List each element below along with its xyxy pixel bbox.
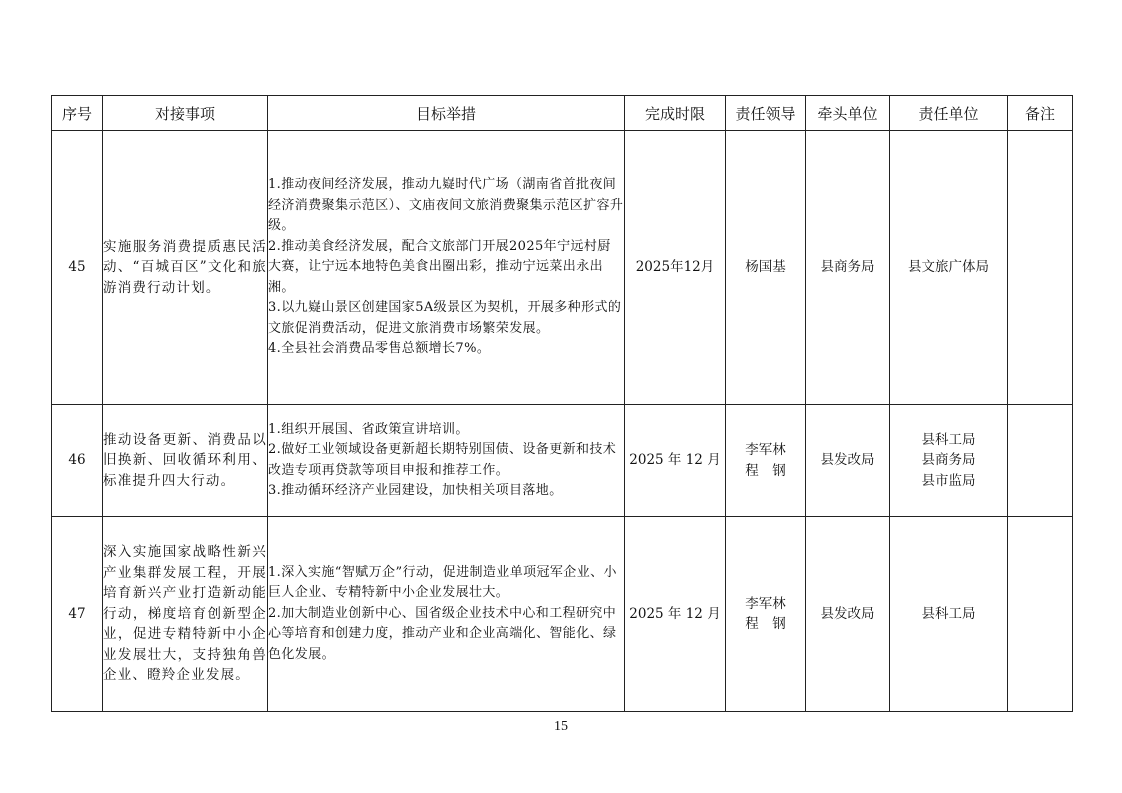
- row-remark: [1008, 517, 1073, 712]
- header-cell-lead-unit: 牵头单位: [806, 96, 890, 131]
- header-cell-resp-units: 责任单位: [890, 96, 1008, 131]
- header-cell-no: 序号: [52, 96, 103, 131]
- measure-item: 3.以九嶷山景区创建国家5A级景区为契机，开展多种形式的文旅促消费活动，促进文旅消费市场繁荣发展。: [268, 300, 622, 336]
- leader-name: 程 钢: [745, 616, 786, 632]
- row-remark: [1008, 405, 1073, 517]
- page-number: 15: [554, 719, 568, 734]
- header-cell-deadline: 完成时限: [625, 96, 726, 131]
- row-deadline: 2025年12月: [625, 131, 726, 405]
- row-measures: [268, 517, 625, 712]
- table-header-row: [52, 96, 1073, 131]
- resp-unit: 县科工局: [921, 605, 976, 622]
- resp-unit: 县商务局: [921, 452, 976, 469]
- row-remark: [1008, 131, 1073, 405]
- row-leaders: [726, 131, 806, 405]
- measure-item: 2.加大制造业创新中心、国省级企业技术中心和工程研究中心等培育和创建力度，推动产业和企业高端化、智能化、绿色化发展。: [268, 605, 617, 662]
- header-cell-leader: 责任领导: [726, 96, 806, 131]
- measure-item: 1.组织开展国、省政策宣讲培训。: [268, 421, 469, 437]
- row-resp-units: [890, 517, 1008, 712]
- measure-item: 2.推动美食经济发展，配合文旅部门开展2025年宁远村厨大赛，让宁远本地特色美食出圈出彩，推动宁远菜出永出湘。: [268, 238, 611, 295]
- row-resp-units: [890, 405, 1008, 517]
- row-measures: [268, 405, 625, 517]
- measure-item: 4.全县社会消费品零售总额增长7%。: [268, 341, 491, 357]
- leader-name: 杨国基: [745, 259, 786, 276]
- row-deadline: 2025 年 12 月: [625, 517, 726, 712]
- measure-item: 2.做好工业领域设备更新超长期特别国债、设备更新和技术改造专项再贷款等项目申报和推荐工作。: [268, 442, 617, 478]
- row-lead-unit: 县发改局: [806, 405, 890, 517]
- row-measures: [268, 131, 625, 405]
- leader-name: 李军林: [745, 595, 786, 612]
- row-topic: 推动设备更新、消费品以旧换新、回收循环利用、标准提升四大行动。: [103, 405, 268, 517]
- measure-item: 1.推动夜间经济发展，推动九嶷时代广场（湖南省首批夜间经济消费聚集示范区）、文庙夜间文旅消费聚集示范区扩容升级。: [268, 177, 624, 234]
- resp-unit: 县科工局: [921, 431, 976, 448]
- measure-item: 1.深入实施“智赋万企”行动，促进制造业单项冠军企业、小巨人企业、专精特新中小企业发展壮大。: [268, 564, 617, 601]
- header-cell-remark: 备注: [1008, 96, 1073, 131]
- leader-name: 程 钢: [745, 462, 786, 479]
- row-leaders: [726, 405, 806, 517]
- leader-name: 李军林: [745, 442, 786, 458]
- row-number: 46: [52, 405, 103, 517]
- task-table: [51, 95, 1073, 712]
- table-row: [52, 405, 1073, 517]
- row-lead-unit: 县发改局: [806, 517, 890, 712]
- resp-unit: 县文旅广体局: [908, 259, 989, 276]
- row-deadline: 2025 年 12 月: [625, 405, 726, 517]
- table-row: [52, 131, 1073, 405]
- row-topic: 深入实施国家战略性新兴产业集群发展工程，开展培育新兴产业打造新动能行动，梯度培育创新型企业，促进专精特新中小企业发展壮大，支持独角兽企业、瞪羚企业发展。: [103, 517, 268, 712]
- row-topic: 实施服务消费提质惠民活动、“百城百区”文化和旅游消费行动计划。: [103, 131, 268, 405]
- row-resp-units: [890, 131, 1008, 405]
- table-row: [52, 517, 1073, 712]
- resp-unit: 县市监局: [921, 472, 976, 489]
- row-leaders: [726, 517, 806, 712]
- header-cell-topic: 对接事项: [103, 96, 268, 131]
- header-cell-measures: 目标举措: [268, 96, 625, 131]
- row-lead-unit: 县商务局: [806, 131, 890, 405]
- row-number: 47: [52, 517, 103, 712]
- measure-item: 3.推动循环经济产业园建设，加快相关项目落地。: [268, 483, 563, 498]
- row-number: 45: [52, 131, 103, 405]
